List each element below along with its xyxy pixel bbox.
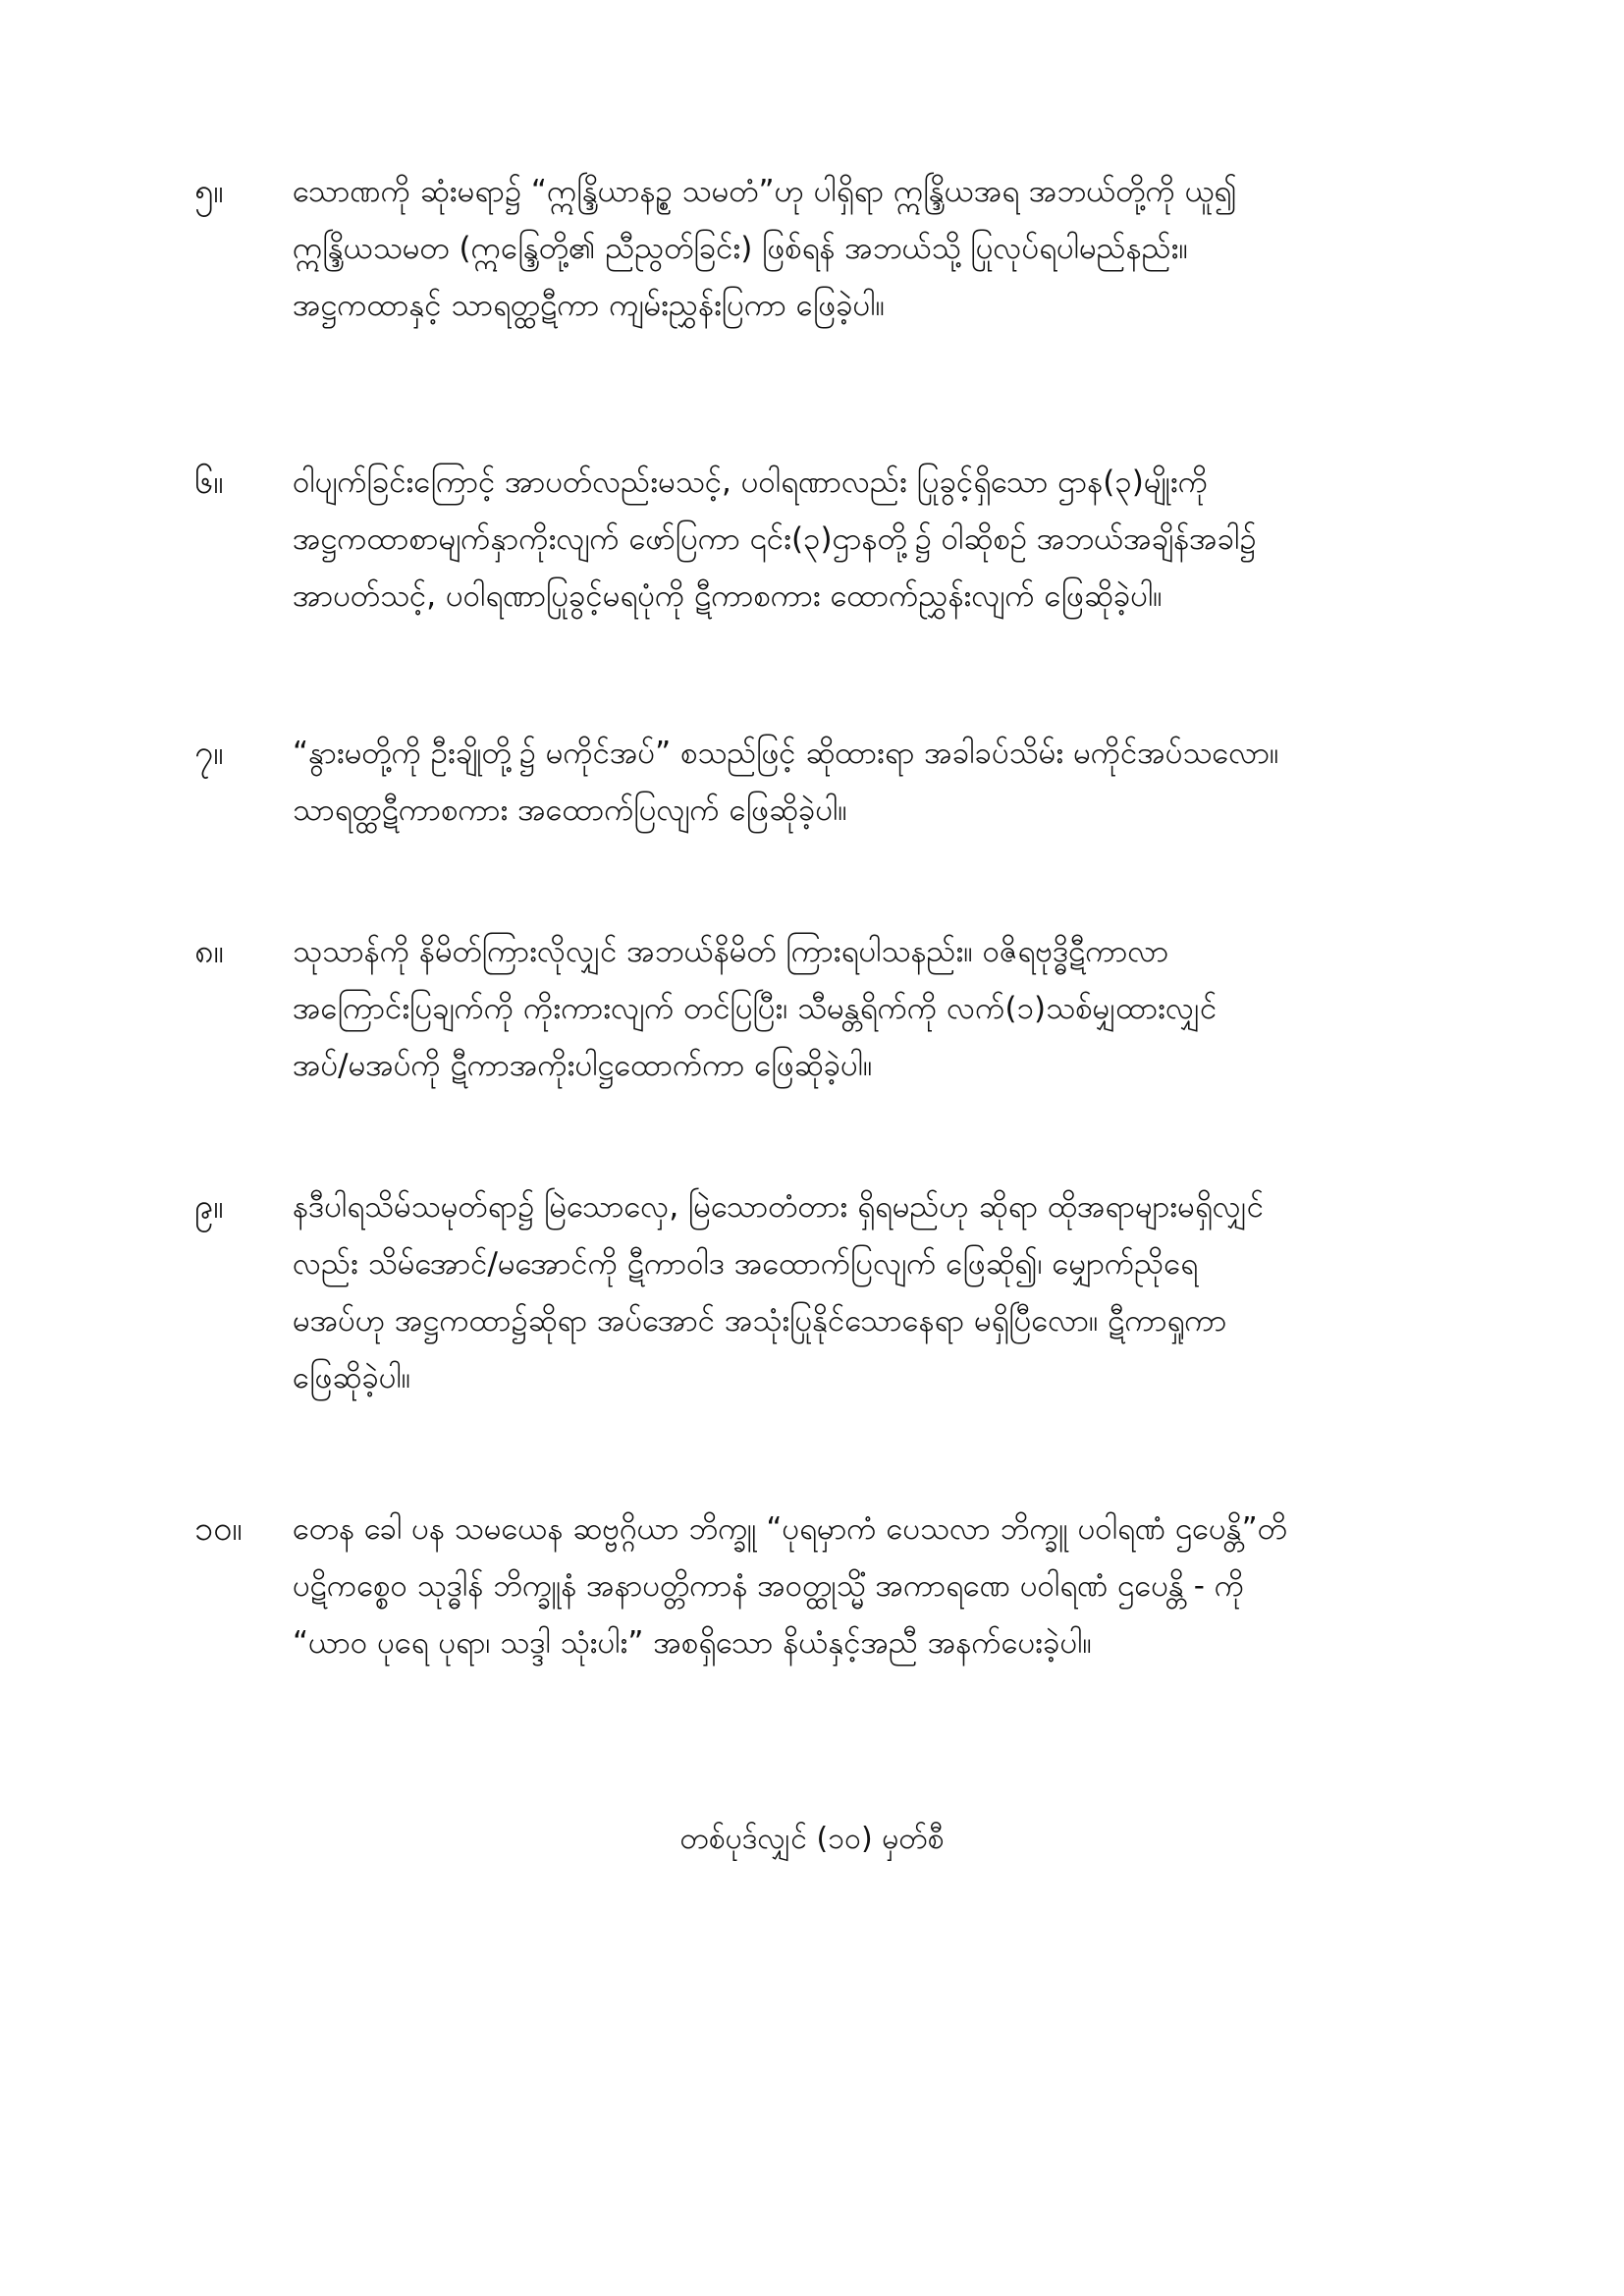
question-7 (194, 725, 1441, 839)
question-line: နဒီပါရသိမ်သမုတ်ရာ၌ မြဲသောလှေ, မြဲသောတံတား ရှိရမည်ဟု ဆိုရာ ထိုအရာများမရှိလျှင် (293, 1189, 1265, 1225)
question-number: ၅။ (194, 172, 224, 211)
question-line: သာရတ္ထဋီကာစကား အထောက်ပြလျက် ဖြေဆိုခဲ့ပါ။ (293, 793, 847, 828)
question-line: အဋ္ဌကထာနှင့် သာရတ္ထဋီကာ ကျမ်းညွှန်းပြကာ ဖြေခဲ့ပါ။ (293, 288, 885, 323)
question-number: ၇။ (194, 734, 224, 773)
question-line: ဝါပျက်ခြင်းကြောင့် အာပတ်လည်းမသင့်, ပဝါရဏာလည်း ပြုခွင့်ရှိသော ဌာန(၃)မျိုးကို (293, 465, 1209, 500)
question-line: “ယာဝ ပုရေ ပုရာ၊ သဒ္ဒါ သုံးပါး” အစရှိသော နိယံနှင့်အညီ အနက်ပေးခဲ့ပါ။ (293, 1625, 1092, 1661)
marks-footer: တစ်ပုဒ်လျှင် (၁၀) မှတ်စီ (679, 1822, 945, 1856)
question-number: ၁၀။ (194, 1509, 243, 1549)
question-8 (194, 923, 1441, 1094)
question-9 (194, 1178, 1441, 1406)
question-text (293, 1501, 1441, 1671)
question-line: သုသာန်ကို နိမိတ်ကြားလိုလျှင် အဘယ်နိမိတ် ကြားရပါသနည်း။ ဝဇိရဗုဒ္ဓိဋီကာလာ (293, 934, 1169, 969)
question-line: အာပတ်သင့်, ပဝါရဏာပြုခွင့်မရပုံကို ဋီကာစကား ထောက်ညွှန်းလျက် ဖြေဆိုခဲ့ပါ။ (293, 578, 1163, 614)
question-text (293, 163, 1441, 334)
question-number: ၉။ (194, 1187, 224, 1227)
question-line: တေန ခေါ ပန သမယေန ဆဗ္ဗဂ္ဂိယာ ဘိက္ခူ “ပုရမှာကံ ပေသလာ ဘိက္ခူ ပဝါရဏံ ဌပေန္တိ”တိ (293, 1511, 1287, 1547)
question-line: အကြောင်းပြချက်ကို ကိုးကားလျက် တင်ပြပြီး၊ သီမန္တရိက်ကို လက်(၁)သစ်မျှထားလျှင် (293, 991, 1218, 1026)
question-line: အပ်/မအပ်ကို ဋီကာအကိုးပါဋ္ဌထောက်ကာ ဖြေဆိုခဲ့ပါ။ (293, 1048, 873, 1083)
question-text (293, 923, 1441, 1094)
question-line: ပဋိကစ္စေဝ သုဒ္ဓါန် ဘိက္ခူနံ အနာပတ္တိကာနံ အဝတ္ထုသ္မိံ အကာရဏေ ပဝါရဏံ ဌပေန္တိ - ကို (293, 1568, 1245, 1604)
question-line: သောဏကို ဆုံးမရာ၌ “ဣန္ဒြိယာနဥ္စ သမတံ”ဟု ပါရှိရာ ဣန္ဒြိယအရ အဘယ်တို့ကို ယူ၍ (293, 174, 1237, 209)
question-line: လည်း သိမ်အောင်/မအောင်ကို ဋီကာဝါဒ အထောက်ပြလျက် ဖြေဆို၍၊ မျှောက်ညိုရေ (293, 1246, 1198, 1282)
question-text (293, 1178, 1441, 1406)
question-line: ဖြေဆိုခဲ့ပါ။ (293, 1360, 411, 1395)
question-number: ၈။ (194, 932, 224, 971)
question-10 (194, 1501, 1441, 1671)
question-line: အဋ္ဌကထာစာမျက်နှာကိုးလျက် ဖော်ပြကာ ၎င်း(၃)ဌာနတို့၌ ဝါဆိုစဉ် အဘယ်အချိန်အခါ၌ (293, 521, 1257, 557)
question-line: “နွားမတို့ကို ဦးချိုတို့၌ မကိုင်အပ်” စသည်ဖြင့် ဆိုထားရာ အခါခပ်သိမ်း မကိုင်အပ်သလော။ (293, 736, 1279, 771)
question-text (293, 454, 1441, 625)
question-line: မအပ်ဟု အဋ္ဌကထာ၌ဆိုရာ အပ်အောင် အသုံးပြုနိုင်သောနေရာ မရှိပြီလော။ ဋီကာရှုကာ (293, 1303, 1227, 1339)
question-6 (194, 454, 1441, 625)
question-number: ၆။ (194, 463, 224, 502)
question-line: ဣန္ဒြိယသမတ (ဣန္ဒြေတို့၏ ညီညွတ်ခြင်း) ဖြစ်ရန် အဘယ်သို့ ပြုလုပ်ရပါမည်နည်း။ (293, 231, 1188, 266)
question-text (293, 725, 1441, 839)
question-5 (194, 163, 1441, 334)
